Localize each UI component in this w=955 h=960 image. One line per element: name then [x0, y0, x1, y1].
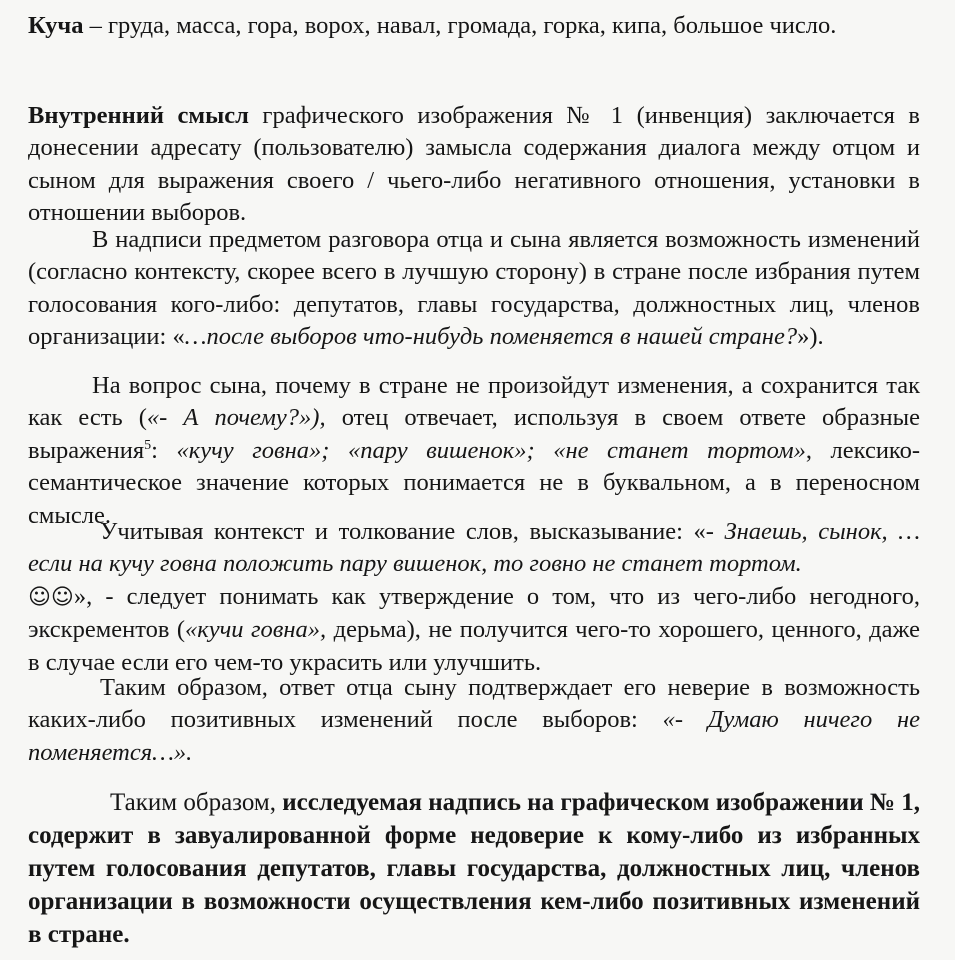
question-text-2: отец отвечает, используя в своем ответе образные выражения — [28, 404, 920, 464]
conclusion-lead: Таким образом, — [110, 789, 283, 816]
paragraph-kucha-definition — [28, 10, 920, 42]
conclusion-bold-text: исследуемая надпись на графическом изображении № 1, содержит в завуалированной форме недоверие к кому-либо из избранных путем голосования депутатов, главы государства, должностных лиц, членов организации в возможности осуществления кем-либо позитивных изменений в стране. — [28, 789, 920, 948]
footnote-marker: 5 — [144, 437, 152, 453]
question-text-1: На вопрос сына, почему в стране не произойдут изменения, а сохранится так как есть ( — [28, 372, 920, 432]
context-text-2: », - следует понимать как утверждение о том, что из чего-либо негодного, экскрементов ( — [28, 582, 920, 644]
paragraph-inscription-subject — [28, 224, 920, 354]
inscription-quote: …после выборов что-нибудь поменяется в нашей стране? — [184, 323, 798, 351]
term-inner-meaning: Внутренний смысл — [28, 102, 249, 129]
question-text-3: : — [151, 436, 177, 464]
inscription-text-before: В надписи предметом разговора отца и сына является возможность изменений (согласно контексту, скорее всего в лучшую сторону) в стране после избрания путем голосования кого-либо: депутатов, главы государства, должностных лиц, членов организации: « — [28, 226, 920, 351]
paragraph-son-question — [28, 370, 920, 532]
paragraph-inner-meaning — [28, 100, 920, 230]
smiley-icon: ☺☺ — [28, 584, 74, 610]
context-text-3: дерьма), не получится чего-то хорошего, ценного, даже в случае если его чем-то украсить или улучшить. — [28, 616, 920, 676]
question-quote-2: «кучу говна»; «пару вишенок»; «не станет тортом» — [176, 436, 806, 464]
question-quote-1: «- А почему?»), — [146, 404, 326, 432]
context-text-1: Учитывая контекст и толкование слов, высказывание: « — [100, 518, 706, 545]
paragraph-father-answer-summary — [28, 672, 920, 769]
inscription-text-after: »). — [797, 323, 824, 351]
summary-text: Таким образом, ответ отца сыну подтверждает его неверие в возможность каких-либо позитивных изменений после выборов: — [28, 674, 920, 734]
question-text-4: , лексико-семантическое значение которых понимается не в буквальном, а в переносном смысле. — [28, 436, 921, 529]
kucha-definition-text: – груда, масса, гора, ворох, навал, громада, горка, кипа, большое число. — [83, 12, 837, 39]
term-kucha: Куча — [28, 12, 84, 39]
context-quote-2: «кучи говна», — [185, 616, 327, 644]
paragraph-conclusion — [28, 786, 920, 951]
summary-quote: «- Думаю ничего не поменяется…». — [28, 706, 920, 766]
context-quote-1: - Знаешь, сынок, … если на кучу говна положить пару вишенок, то говно не станет тортом. — [28, 518, 920, 578]
paragraph-context-interpretation — [28, 516, 920, 679]
inner-meaning-text: графического изображения № 1 (инвенция) заключается в донесении адресату (пользователю) замысла содержания диалога между отцом и сыном для выражения своего / чьего-либо негативного отношения, установки в отношении выборов. — [28, 102, 920, 227]
